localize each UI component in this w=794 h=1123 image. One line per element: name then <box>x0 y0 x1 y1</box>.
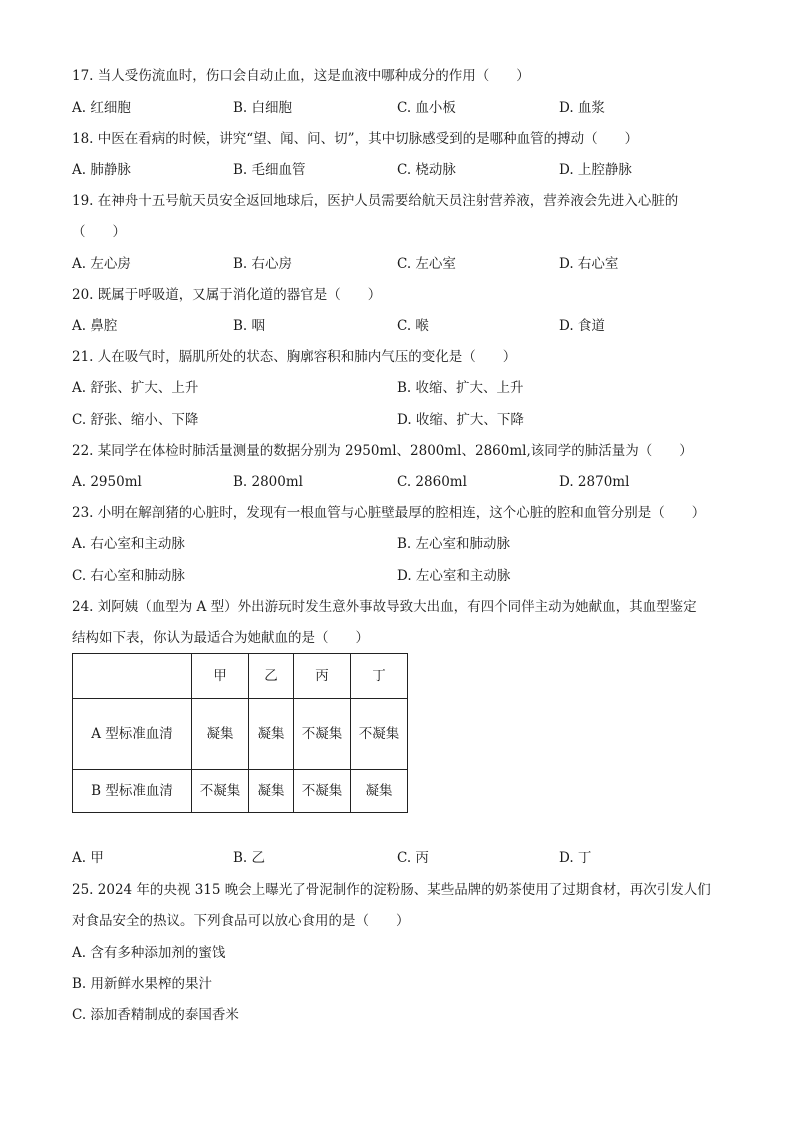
q24-option-b[interactable]: B. 乙 <box>233 850 266 866</box>
q21-option-b[interactable]: B. 收缩、扩大、上升 <box>397 380 524 396</box>
q20-option-a[interactable]: A. 鼻腔 <box>72 318 118 334</box>
table-cell: 不凝集 <box>294 699 351 770</box>
question-24-stem-cont: 结构如下表，你认为最适合为她献血的是（ ） <box>72 630 369 646</box>
question-23-stem: 23. 小明在解剖猪的心脏时，发现有一根血管与心脏壁最厚的腔相连，这个心脏的腔和血管分别是（ ） <box>72 505 706 521</box>
table-header-cell: 甲 <box>192 654 249 699</box>
q19-option-d[interactable]: D. 右心室 <box>559 256 619 272</box>
table-row-label: A 型标准血清 <box>73 699 192 770</box>
q24-option-d[interactable]: D. 丁 <box>559 850 592 866</box>
q19-option-c[interactable]: C. 左心室 <box>397 256 456 272</box>
q22-option-b[interactable]: B. 2800ml <box>233 474 303 490</box>
q17-option-a[interactable]: A. 红细胞 <box>72 100 131 116</box>
table-row <box>73 770 408 813</box>
q23-option-b[interactable]: B. 左心室和肺动脉 <box>397 536 511 552</box>
table-cell: 凝集 <box>249 770 294 813</box>
table-cell: 不凝集 <box>192 770 249 813</box>
q24-option-a[interactable]: A. 甲 <box>72 850 104 866</box>
q25-option-c[interactable]: C. 添加香精制成的泰国香米 <box>72 1007 239 1023</box>
q20-option-d[interactable]: D. 食道 <box>559 318 605 334</box>
question-21-stem: 21. 人在吸气时，膈肌所处的状态、胸廓容积和肺内气压的变化是（ ） <box>72 349 517 365</box>
q22-option-c[interactable]: C. 2860ml <box>397 474 467 490</box>
question-18-stem: 18. 中医在看病的时候，讲究“望、闻、问、切”，其中切脉感受到的是哪种血管的搏动（ ） <box>72 131 639 147</box>
q17-option-d[interactable]: D. 血浆 <box>559 100 605 116</box>
q19-option-b[interactable]: B. 右心房 <box>233 256 293 272</box>
table-cell: 凝集 <box>192 699 249 770</box>
q24-option-c[interactable]: C. 丙 <box>397 850 429 866</box>
question-20-stem: 20. 既属于呼吸道，又属于消化道的器官是（ ） <box>72 287 382 303</box>
q22-option-a[interactable]: A. 2950ml <box>72 474 142 490</box>
q21-option-d[interactable]: D. 收缩、扩大、下降 <box>397 412 524 428</box>
table-header-cell: 丁 <box>351 654 408 699</box>
q19-option-a[interactable]: A. 左心房 <box>72 256 131 272</box>
q21-option-a[interactable]: A. 舒张、扩大、上升 <box>72 380 199 396</box>
q25-option-b[interactable]: B. 用新鲜水果榨的果汁 <box>72 976 213 992</box>
q23-option-c[interactable]: C. 右心室和肺动脉 <box>72 568 185 584</box>
table-header-cell <box>73 654 192 699</box>
q20-option-c[interactable]: C. 喉 <box>397 318 429 334</box>
question-19-stem: 19. 在神舟十五号航天员安全返回地球后，医护人员需要给航天员注射营养液，营养液会先进入心脏的 <box>72 193 679 209</box>
q25-option-a[interactable]: A. 含有多种添加剂的蜜饯 <box>72 945 226 961</box>
table-row-label: B 型标准血清 <box>73 770 192 813</box>
q18-option-a[interactable]: A. 肺静脉 <box>72 162 131 178</box>
question-25-stem: 25. 2024 年的央视 315 晚会上曝光了骨泥制作的淀粉肠、某些品牌的奶茶使用了过期食材，再次引发人们 <box>72 882 711 898</box>
q23-option-a[interactable]: A. 右心室和主动脉 <box>72 536 185 552</box>
q17-option-b[interactable]: B. 白细胞 <box>233 100 293 116</box>
question-19-stem-cont: （ ） <box>72 224 126 240</box>
blood-type-table <box>72 653 408 813</box>
table-cell: 不凝集 <box>294 770 351 813</box>
question-25-stem-cont: 对食品安全的热议。下列食品可以放心食用的是（ ） <box>72 913 410 929</box>
q18-option-b[interactable]: B. 毛细血管 <box>233 162 306 178</box>
q20-option-b[interactable]: B. 咽 <box>233 318 266 334</box>
q21-option-c[interactable]: C. 舒张、缩小、下降 <box>72 412 199 428</box>
question-24-stem: 24. 刘阿姨（血型为 A 型）外出游玩时发生意外事故导致大出血，有四个同伴主动为她献血，其血型鉴定 <box>72 599 697 615</box>
question-17-stem: 17. 当人受伤流血时，伤口会自动止血，这是血液中哪种成分的作用（ ） <box>72 68 530 84</box>
q18-option-c[interactable]: C. 桡动脉 <box>397 162 456 178</box>
q17-option-c[interactable]: C. 血小板 <box>397 100 456 116</box>
table-header-row <box>73 654 408 699</box>
table-cell: 凝集 <box>351 770 408 813</box>
table-header-cell: 乙 <box>249 654 294 699</box>
q22-option-d[interactable]: D. 2870ml <box>559 474 630 490</box>
q23-option-d[interactable]: D. 左心室和主动脉 <box>397 568 511 584</box>
table-cell: 凝集 <box>249 699 294 770</box>
table-cell: 不凝集 <box>351 699 408 770</box>
question-22-stem: 22. 某同学在体检时肺活量测量的数据分别为 2950ml、2800ml、2860ml,该同学的肺活量为（ ） <box>72 443 693 459</box>
table-header-cell: 丙 <box>294 654 351 699</box>
q18-option-d[interactable]: D. 上腔静脉 <box>559 162 632 178</box>
table-row <box>73 699 408 770</box>
